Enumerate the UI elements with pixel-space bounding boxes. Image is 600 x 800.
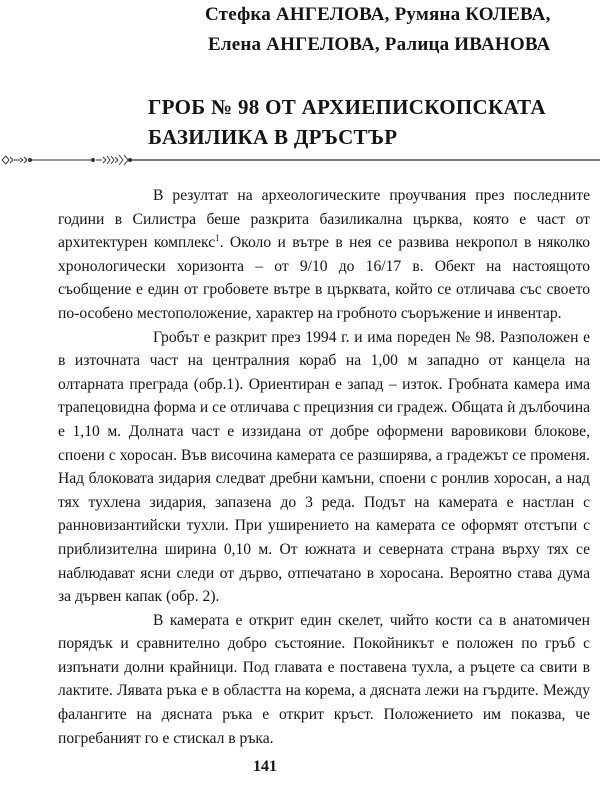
paragraph-1-text: В резултат на археологическите проучвания през последните години в Силистра беше разкрита базиликална църква, която е част от архитектурен комплекс xyxy=(58,187,590,252)
paragraph-3: В камерата е открит един скелет, чийто кости са в анатомичен порядък и сравнително добро състояние. Покойникът е положен по гръб с изпънати долни крайници. Под главата е поставена тухла, а ръцете са свити в лактите. Лявата ръка е в областта на корема, а дясната лежи на гърдите. Между фалангите на дясната ръка е открит кръст. Положението им показва, че погребаният го е стискал в ръка. xyxy=(58,611,590,747)
title-line-2: БАЗИЛИКА В ДРЪСТЪР xyxy=(148,125,398,149)
footnote-marker[interactable]: 1 xyxy=(215,233,220,243)
article-title xyxy=(148,92,588,152)
authors-block xyxy=(205,0,575,60)
paragraph-2: Гробът е разкрит през 1994 г. и има пореден № 98. Разположен е в източната част на централния кораб на 1,00 м западно от канцела на олтарната преграда (обр.1). Ориентиран е запад – изток. Гробната камера има трапецовидна форма и се отличава с прецизния си градеж. Общата ѝ дълбочина е 1,10 м. Долната част е иззидана от добре оформени варовикови блокове, споени с хоросан. Във височина камерата се разширява, а градежът се променя. Над блоковата зидария следват дребни камъни, споени с ронлив хоросан, а над тях тухлена зидария, запазена до 3 реда. Подът на камерата е настлан с ранновизантийски тухли. При уширението на камерата се оформят отстъпи с приблизителна ширина 0,10 м. От южната и северната страна върху тях се наблюдават ясни следи от дърво, отпечатано в хоросана. Вероятно става дума за дървен капак (обр. 2). xyxy=(58,328,590,606)
paragraph-1-text-cont: . Около и вътре в нея се развива некропол в няколко хронологически хоризонта – от 9/10 до 16/17 в. Обект на настоящото съобщение е един от гробовете вътре в църквата, който се отличава със своето по-особено местоположение, характер на гробното съоръжение и инвентар. xyxy=(58,234,590,322)
page-number: 141 xyxy=(253,758,277,775)
authors-line-1: Стефка АНГЕЛОВА, Румяна КОЛЕВА, xyxy=(205,4,551,25)
article-body xyxy=(58,184,590,750)
authors-line-2: Елена АНГЕЛОВА, Ралица ИВАНОВА xyxy=(208,34,551,55)
paragraph-1 xyxy=(58,184,590,326)
title-line-1: ГРОБ № 98 ОТ АРХИЕПИСКОПСКАТА xyxy=(148,95,546,119)
decorative-rule-icon xyxy=(0,153,600,167)
